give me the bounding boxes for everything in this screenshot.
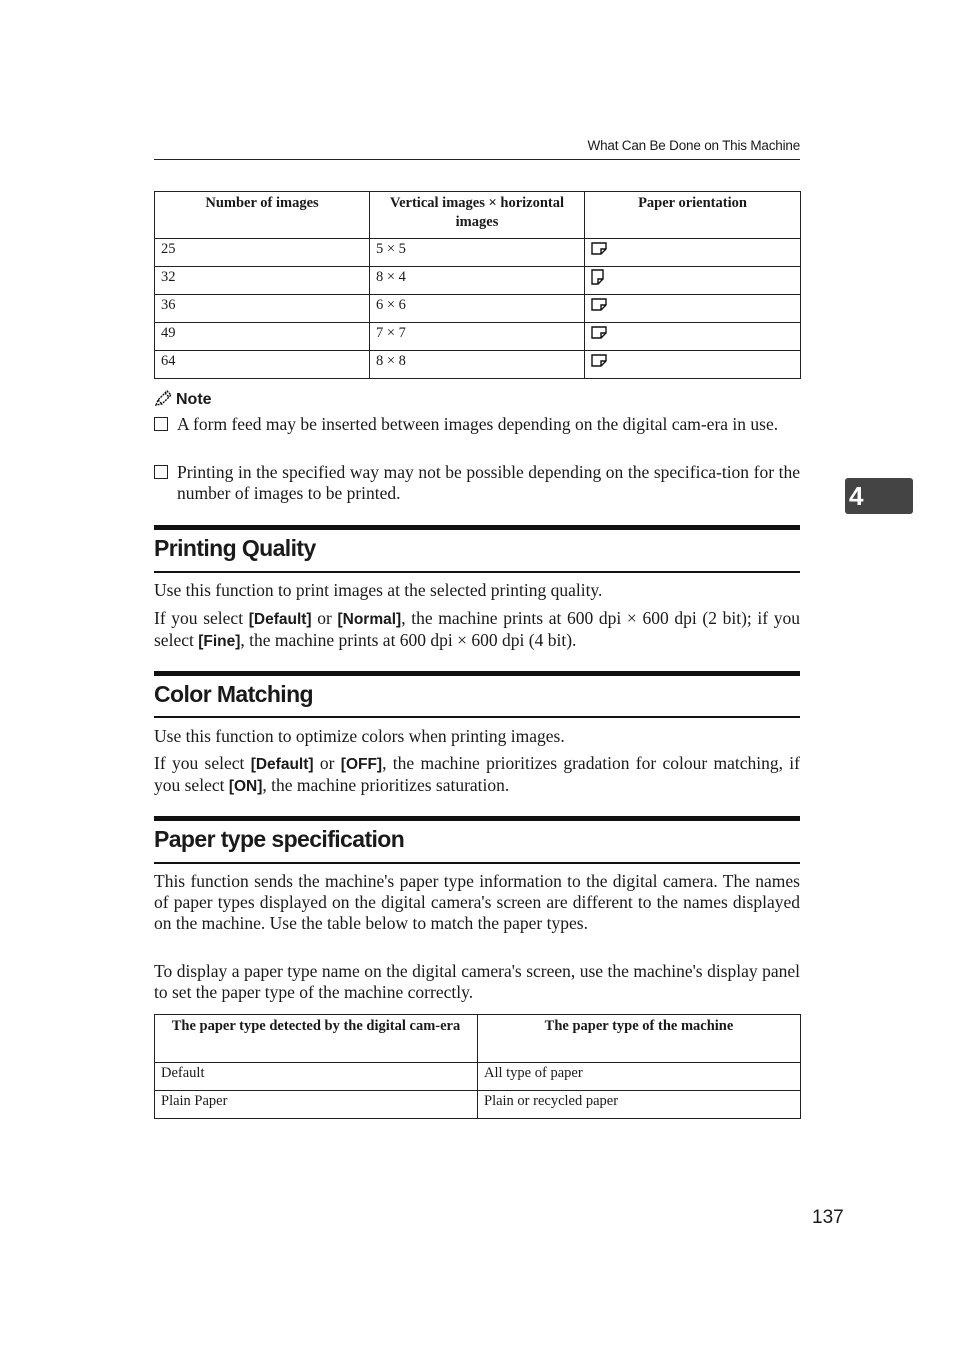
note-item (154, 414, 800, 435)
camera-paper-type-cell: Plain Paper (155, 1091, 478, 1119)
running-head: What Can Be Done on This Machine (587, 138, 800, 153)
key-fine: [Fine] (198, 633, 241, 650)
column-header: Paper orientation (585, 192, 801, 239)
column-header: The paper type detected by the digital cam-era (155, 1015, 478, 1063)
camera-paper-type-cell: Default (155, 1063, 478, 1091)
table-row (155, 1063, 801, 1091)
section-title-printing-quality: Printing Quality (154, 535, 316, 561)
paragraph: Use this function to print images at the selected printing quality. (154, 580, 603, 600)
section-rule-top (154, 525, 800, 530)
layout-cell: 5 × 5 (370, 239, 585, 267)
text-run: , the machine prints at 600 dpi × 600 dpi (2 bit); if you select (154, 608, 801, 650)
paragraph: Use this function to optimize colors when printing images. (154, 726, 565, 746)
paragraph (154, 608, 800, 652)
table-row (155, 295, 801, 323)
key-default: [Default] (250, 756, 314, 773)
table-row (155, 1091, 801, 1119)
chapter-tab: 4 (845, 478, 913, 514)
table-row (155, 351, 801, 379)
text-run: , the machine prioritizes saturation. (262, 775, 510, 795)
paragraph: To display a paper type name on the digital camera's screen, use the machine's display panel to set the paper type of the machine correctly. (154, 961, 800, 1002)
orientation-cell (585, 351, 801, 379)
landscape-paper-icon (591, 353, 607, 373)
table-header-row (155, 192, 801, 239)
section-rule-bottom (154, 716, 800, 718)
machine-paper-type-cell: All type of paper (478, 1063, 801, 1091)
paragraph (154, 753, 800, 797)
image-count-cell: 32 (155, 267, 370, 295)
page-number: 137 (812, 1207, 844, 1228)
text-run: or (313, 753, 341, 773)
orientation-cell (585, 239, 801, 267)
layout-cell: 6 × 6 (370, 295, 585, 323)
note-heading (154, 389, 212, 409)
column-header: Number of images (155, 192, 370, 239)
note-item (154, 462, 800, 504)
note-text: Printing in the specified way may not be possible depending on the specifica-tion for the number of images to be printed. (177, 462, 800, 503)
layout-cell: 7 × 7 (370, 323, 585, 351)
section-title-color-matching: Color Matching (154, 681, 313, 707)
key-default: [Default] (248, 611, 312, 628)
text-run: , the machine prints at 600 dpi × 600 dpi (4 bit). (240, 630, 577, 650)
landscape-paper-icon (591, 241, 607, 261)
note-label: Note (176, 391, 212, 408)
table-row (155, 239, 801, 267)
checkbox-bullet-icon (154, 465, 168, 479)
table-row (155, 323, 801, 351)
image-count-cell: 25 (155, 239, 370, 267)
text-run: , the machine prioritizes gradation for colour matching, if you select (154, 753, 801, 795)
note-text: A form feed may be inserted between images depending on the digital cam-era in use. (177, 414, 779, 434)
landscape-paper-icon (591, 325, 607, 345)
pencil-note-icon (154, 391, 176, 408)
orientation-cell (585, 295, 801, 323)
key-off: [OFF] (340, 756, 383, 773)
table-row (155, 267, 801, 295)
text-run: If you select (154, 753, 251, 773)
text-run: or (311, 608, 338, 628)
checkbox-bullet-icon (154, 417, 168, 431)
section-rule-top (154, 671, 800, 676)
text-run: If you select (154, 608, 249, 628)
section-rule-top (154, 816, 800, 821)
orientation-cell (585, 267, 801, 295)
header-rule (154, 159, 800, 160)
section-title-paper-type: Paper type specification (154, 826, 405, 852)
paragraph: This function sends the machine's paper type information to the digital camera. The names of paper types displayed on the digital camera's screen are different to the names displayed on the machine. Use the table below to match the paper types. (154, 871, 800, 933)
section-rule-bottom (154, 862, 800, 864)
machine-paper-type-cell: Plain or recycled paper (478, 1091, 801, 1119)
image-count-cell: 49 (155, 323, 370, 351)
table-header-row (155, 1015, 801, 1063)
orientation-cell (585, 323, 801, 351)
paper-type-table (154, 1014, 801, 1119)
key-on: [ON] (228, 778, 263, 795)
image-count-cell: 36 (155, 295, 370, 323)
section-rule-bottom (154, 571, 800, 573)
column-header: Vertical images × horizontal images (370, 192, 585, 239)
layout-cell: 8 × 4 (370, 267, 585, 295)
images-table (154, 191, 801, 379)
key-normal: [Normal] (337, 611, 402, 628)
image-count-cell: 64 (155, 351, 370, 379)
column-header: The paper type of the machine (478, 1015, 801, 1063)
portrait-paper-icon (591, 269, 604, 291)
layout-cell: 8 × 8 (370, 351, 585, 379)
landscape-paper-icon (591, 297, 607, 317)
